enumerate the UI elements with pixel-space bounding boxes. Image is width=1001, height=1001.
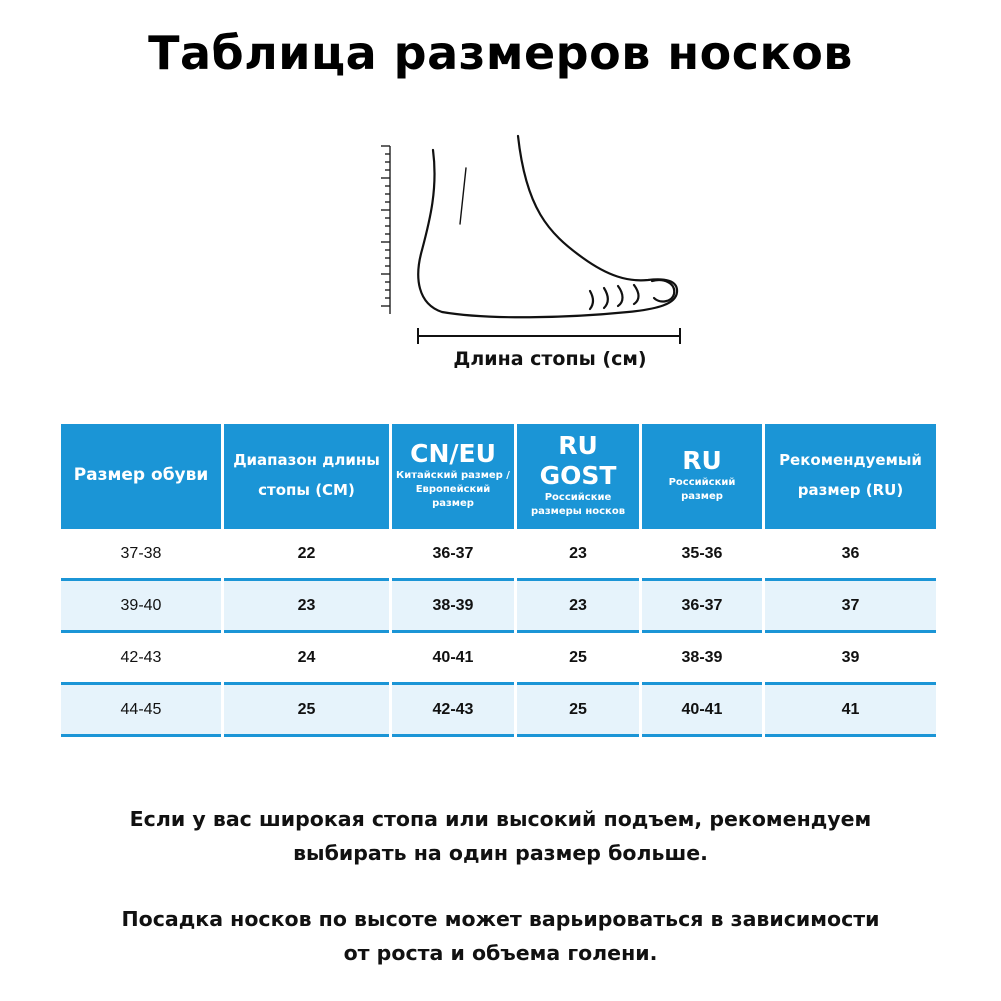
header-cn-eu [392,424,514,526]
header-label: Диапазон длины стопы (СМ) [233,451,380,499]
cell-ru-gost: 23 [517,526,639,578]
cell-ru: 40-41 [642,682,762,737]
size-table [58,424,939,737]
header-shoe-size [61,424,221,526]
header-label: RU GOST [539,431,617,490]
cell-foot-length: 23 [224,578,389,630]
header-label: RU [682,446,722,475]
note-line: выбирать на один размер больше. [293,841,708,865]
table-row [61,682,936,737]
cell-shoe-size: 37-38 [61,526,221,578]
note-line: Посадка носков по высоте может варьироваться в зависимости [121,907,880,931]
table-row [61,578,936,630]
header-foot-length [224,424,389,526]
cell-shoe-size: 44-45 [61,682,221,737]
table-row [61,526,936,578]
cell-shoe-size: 39-40 [61,578,221,630]
cell-foot-length: 25 [224,682,389,737]
cell-foot-length: 24 [224,630,389,682]
header-sublabel: Китайский размер / Европейский размер [396,470,510,509]
foot-length-caption: Длина стопы (см) [453,348,647,370]
header-label: Рекомендуемый размер (RU) [779,451,922,499]
page-title: Таблица размеров носков [148,26,853,80]
header-ru-gost [517,424,639,526]
header-label: CN/EU [410,439,496,468]
table-row [61,630,936,682]
note-line: от роста и объема голени. [343,941,658,965]
cell-recommended: 37 [765,578,936,630]
cell-recommended: 36 [765,526,936,578]
table-header-row [61,424,936,526]
cell-cn-eu: 40-41 [392,630,514,682]
cell-ru: 38-39 [642,630,762,682]
header-recommended-size [765,424,936,526]
note-line: Если у вас широкая стопа или высокий подъем, рекомендуем [129,807,872,831]
cell-ru: 35-36 [642,526,762,578]
cell-ru: 36-37 [642,578,762,630]
cell-ru-gost: 23 [517,578,639,630]
cell-cn-eu: 36-37 [392,526,514,578]
fit-height-note [0,902,1001,970]
header-label: Размер обуви [73,465,209,485]
cell-recommended: 41 [765,682,936,737]
header-sublabel: Российский размер [668,477,736,502]
cell-cn-eu: 38-39 [392,578,514,630]
cell-recommended: 39 [765,630,936,682]
header-ru [642,424,762,526]
cell-shoe-size: 42-43 [61,630,221,682]
cell-foot-length: 22 [224,526,389,578]
cell-cn-eu: 42-43 [392,682,514,737]
wide-foot-note [0,802,1001,870]
header-sublabel: Российские размеры носков [530,492,626,517]
cell-ru-gost: 25 [517,630,639,682]
cell-ru-gost: 25 [517,682,639,737]
